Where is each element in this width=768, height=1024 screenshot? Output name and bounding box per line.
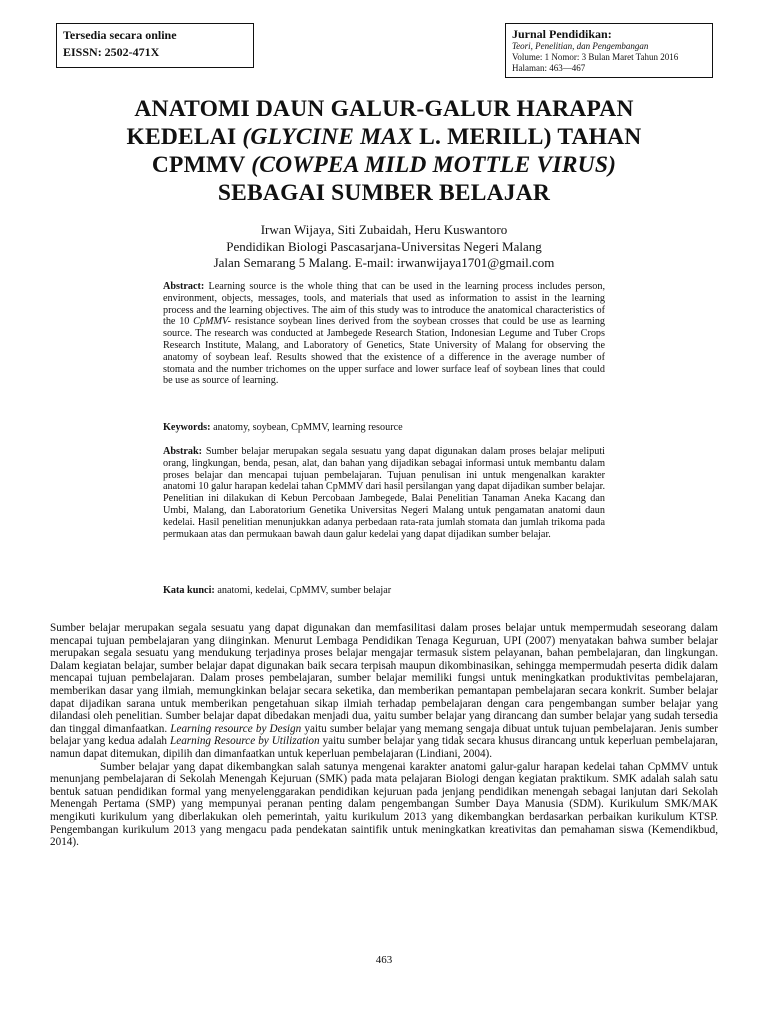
kata-kunci-text: anatomi, kedelai, CpMMV, sumber belajar — [214, 585, 392, 596]
eissn-text: EISSN: 2502-471X — [63, 45, 160, 59]
abstract-text-em: CpMMV- — [193, 316, 232, 328]
abstract-indonesian — [163, 446, 605, 540]
keywords-indonesian — [163, 585, 605, 597]
title-line-1: ANATOMI DAUN GALUR-GALUR HARAPAN — [134, 96, 634, 122]
keywords-text: anatomy, soybean, CpMMV, learning resource — [210, 422, 403, 433]
title-line-3-virus: (COWPEA MILD MOTTLE VIRUS) — [251, 152, 617, 178]
title-line-4: SEBAGAI SUMBER BELAJAR — [217, 180, 551, 206]
title-line-2-species: (GLYCINE MAX — [242, 124, 414, 150]
p1-text-a: Sumber belajar merupakan segala sesuatu yang dapat digunakan dan memfasilitasi dalam proses belajar untuk mempermudah seseorang dalam mencapai tujuan pembelajaran yang diinginkan. Menurut Lembaga Pendidikan Tenaga Keguruan, UPI (2007) menyatakan bahwa sumber belajar merupakan segala sesuatu yang mendukung terjadinya proses belajar mengajar termasuk sistem pelayanan, bahan pembelajaran, dan lingkungan. Dalam kegiatan belajar, sumber belajar dapat digunakan baik secara terpisah maupun dikombinasikan, sehingga mempermudah peserta didik dalam mencapai tujuan pembelajaran. Dalam proses pembelajaran, sumber belajar memiliki fungsi untuk meningkatkan produktivitas pembelajaran, memberikan dasar yang ilmiah, memungkinkan belajar secara seketika, dan memberikan pemantapan pembelajaran secara konkrit. Sumber belajar dapat dijadikan sarana untuk memberikan pengetahuan sikap ilmiah terhadap pembelajaran dengan cara pengembangan sumber belajar yang dilandasi oleh penelitian. Sumber belajar dapat dibedakan menjadi dua, yaitu sumber belajar yang dirancang dan sumber belajar yang sudah tersedia dan tinggal dimanfaatkan. — [50, 622, 718, 735]
journal-title: Jurnal Pendidikan: — [512, 27, 612, 41]
journal-pages: Halaman: 463—467 — [512, 63, 586, 73]
kata-kunci-label: Kata kunci: — [163, 585, 215, 596]
keywords-english — [163, 422, 605, 434]
p1-text-c: yaitu sumber belajar yang tidak secara khusus dirancang untuk keperluan pembelajaran, namun dapat ditemukan, dipilih dan dimanfaatkan untuk keperluan pembelajaran (Lindiani, 2004). — [50, 735, 718, 760]
header-availability-box — [56, 23, 254, 68]
body-paragraph-1 — [50, 622, 718, 761]
p1-em-utilization: Learning Resource by Utilization — [170, 735, 320, 748]
author-address: Jalan Semarang 5 Malang. E-mail: irwanwijaya1701@gmail.com — [213, 255, 555, 270]
title-line-2-a: KEDELAI — [126, 124, 243, 150]
abstract-text-b: resistance soybean lines derived from the soybean crosses that could be use as learning source. The research was conducted at Jambegede Research Station, Indonesian Legume and Tuber Crops Research Institute, Malang, and Laboratory of Genetics, State University of Malang for observing the anatomy of soybean leaf. Results showed that the existence of a difference in the average number of stomata and the number trichomes on the upper surface and lower surface leaf of soybean lines that could be use as source of learning. — [163, 316, 606, 387]
title-line-3-a: CPMMV — [151, 152, 252, 178]
p1-em-design: Learning resource by Design — [170, 722, 302, 735]
author-names: Irwan Wijaya, Siti Zubaidah, Heru Kuswantoro — [260, 222, 508, 237]
p1-text-b: yaitu sumber belajar yang memang sengaja dibuat untuk tujuan pembelajaran. Jenis sumber belajar yang kedua adalah — [50, 722, 719, 748]
author-affiliation: Pendidikan Biologi Pascasarjana-Universitas Negeri Malang — [226, 238, 542, 254]
abstract-text-a: Learning source is the whole thing that can be used in the learning process includes person, environment, objects, messages, tools, and materials that used as information to assist in the learning process and the learning objectives. The aim of this study was to introduce the anatomical characteristics of the 10 — [163, 281, 605, 328]
abstract-label: Abstract: — [163, 281, 205, 292]
paper-title — [60, 95, 708, 207]
abstrak-label: Abstrak: — [163, 446, 203, 457]
abstrak-text: Sumber belajar merupakan segala sesuatu yang dapat digunakan dalam proses belajar meliputi orang, lingkungan, benda, pesan, alat, dan bahan yang dijadikan sebagai informasi untuk membantu dalam proses belajar dan mencapai tujuan pembelajaran. Tujuan penulisan ini untuk mengenalkan karakter anatomi 10 galur harapan kedelai tahan CpMMV dari hasil persilangan yang dapat dijadikan sumber belajar. Penelitian ini dilakukan di Kebun Percobaan Jambegede, Balai Penelitian Tanaman Aneka Kacang dan Umbi, Malang, dan Laboratorium Genetika Universitas Negeri Malang untuk pengamatan anatomi daun kedelai. Hasil penelitian menunjukkan adanya perbedaan rata-rata jumlah stomata dan jumlah trikoma pada permukaan atas dan permukaan bawah daun galur kedelai yang dapat dijadikan sumber belajar. — [163, 446, 605, 540]
journal-volume: Volume: 1 Nomor: 3 Bulan Maret Tahun 2016 — [512, 52, 679, 62]
availability-text: Tersedia secara online — [63, 28, 177, 42]
title-line-2-c: L. MERILL) TAHAN — [413, 124, 642, 150]
page-number: 463 — [375, 954, 393, 966]
keywords-label: Keywords: — [163, 422, 211, 433]
abstract-english — [163, 281, 605, 387]
body-text — [50, 622, 718, 849]
title-line-2 — [60, 123, 708, 151]
header-journal-box — [505, 23, 713, 78]
body-paragraph-2: Sumber belajar yang dapat dikembangkan salah satunya mengenai karakter anatomi galur-galur harapan kedelai tahan CpMMV untuk menunjang pembelajaran di Sekolah Menengah Kejuruan (SMK) pada mata pelajaran Biologi dengan kegiatan praktikum. SMK adalah salah satu bentuk satuan pendidikan formal yang menyelenggarakan pendidikan kejuruan pada jenjang pendidikan menengah sebagai lanjutan dari Sekolah Menengah Pertama (SMP) yang mempunyai peranan penting dalam pengembangan Sumber Daya Manusia (SDM). Kurikulum SMK/MAK mengikuti kurikulum yang diberlakukan oleh pemerintah, yaitu kurikulum 2013 yang dikembangkan berdasarkan perbaikan kurikulum KTSP. Pengembangan kurikulum 2013 yang mengacu pada pendekatan saintifik untuk meningkatkan kreativitas dan pemahaman siswa (Kemendikbud, 2014). — [50, 760, 718, 849]
journal-subtitle: Teori, Penelitian, dan Pengembangan — [512, 41, 649, 51]
title-line-3 — [60, 151, 708, 179]
author-block — [60, 222, 708, 272]
